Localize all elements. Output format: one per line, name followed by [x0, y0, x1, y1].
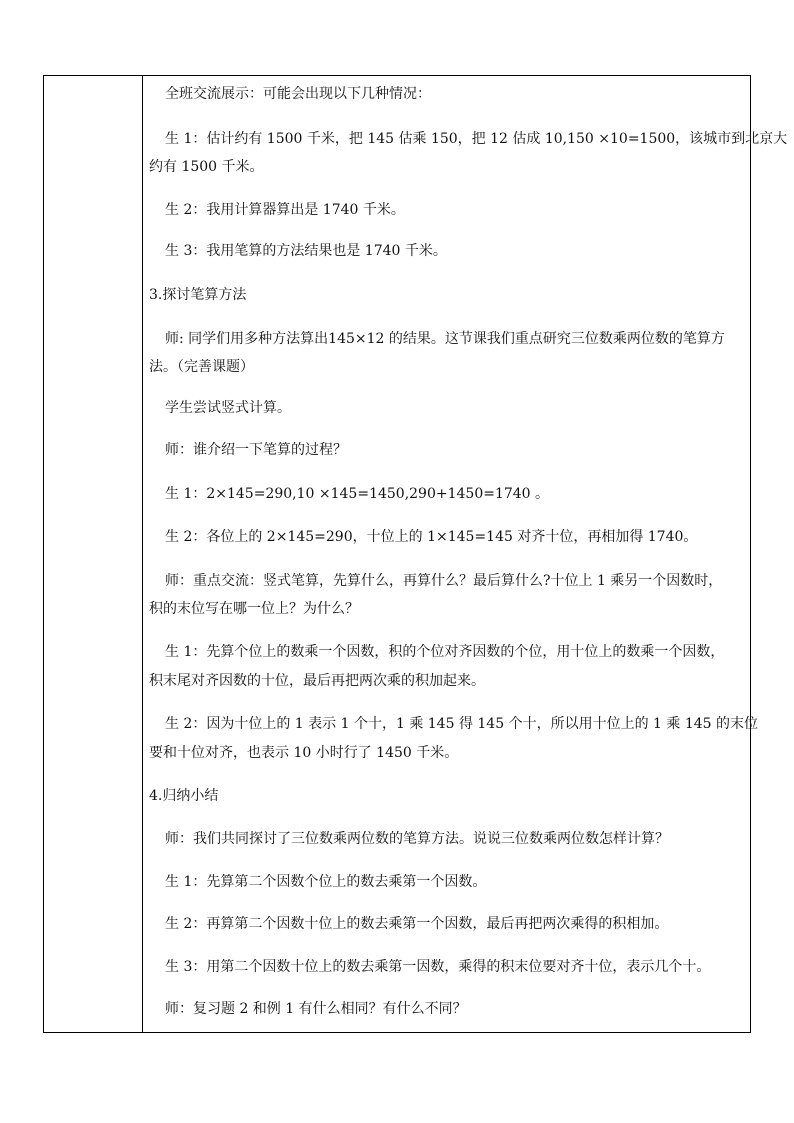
- text-line: 法。（完善课题）: [149, 359, 254, 375]
- text-line: 生 1：先算第二个因数个位上的数去乘第一个因数。: [165, 874, 487, 890]
- content-cell: [143, 76, 788, 1032]
- text-line: 生 3：用第二个因数十位上的数去乘第一因数，乘得的积末位要对齐十位，表示几个十。: [165, 959, 711, 975]
- text-line: 师：我们共同探讨了三位数乘两位数的笔算方法。说说三位数乘两位数怎样计算？: [165, 831, 669, 847]
- text-line: 生 2：再算第二个因数十位上的数去乘第一个因数，最后再把两次乘得的积相加。: [165, 916, 669, 932]
- text-line: 生 3：我用笔算的方法结果也是 1740 千米。: [165, 243, 447, 259]
- text-line: 生 1：先算个位上的数乘一个因数，积的个位对齐因数的个位，用十位上的数乘一个因数，: [165, 644, 725, 660]
- text-line: 全班交流展示：可能会出现以下几种情况：: [165, 86, 431, 102]
- text-line: 师: 同学们用多种方法算出145×12 的结果。这节课我们重点研究三位数乘两位数的笔算方: [165, 331, 725, 347]
- text-line: 生 2：因为十位上的 1 表示 1 个十，1 乘 145 得 145 个十，所以用十位上的 1 乘 145 的末位: [165, 716, 759, 732]
- text-line: 生 1：估计约有 1500 千米，把 145 估乘 150，把 12 估成 10,150 ×10=1500，该城市到北京大: [165, 131, 788, 147]
- lesson-table: [43, 75, 788, 1033]
- section-heading: 3.探讨笔算方法: [149, 287, 247, 303]
- text-line: 要和十位对齐，也表示 10 小时行了 1450 千米。: [149, 745, 459, 761]
- text-line: 生 1：2×145=290,10 ×145=1450,290+1450=1740 。: [165, 486, 550, 502]
- text-line: 生 2：我用计算器算出是 1740 千米。: [165, 202, 405, 218]
- section-heading: 4.归纳小结: [149, 788, 219, 804]
- text-line: 约有 1500 千米。: [149, 159, 264, 175]
- text-line: 师：复习题 2 和例 1 有什么相同？有什么不同？: [165, 1001, 467, 1017]
- text-line: 积的末位写在哪一位上？为什么？: [149, 601, 359, 617]
- text-line: 学生尝试竖式计算。: [165, 400, 291, 416]
- text-line: 生 2：各位上的 2×145=290，十位上的 1×145=145 对齐十位，再相加得 1740。: [165, 529, 698, 545]
- text-line: 积末尾对齐因数的十位，最后再把两次乘的积加起来。: [149, 673, 485, 689]
- text-line: 师：重点交流：竖式笔算，先算什么，再算什么？最后算什么?十位上 1 乘另一个因数时，: [165, 573, 723, 589]
- text-line: 师：谁介绍一下笔算的过程？: [165, 442, 347, 458]
